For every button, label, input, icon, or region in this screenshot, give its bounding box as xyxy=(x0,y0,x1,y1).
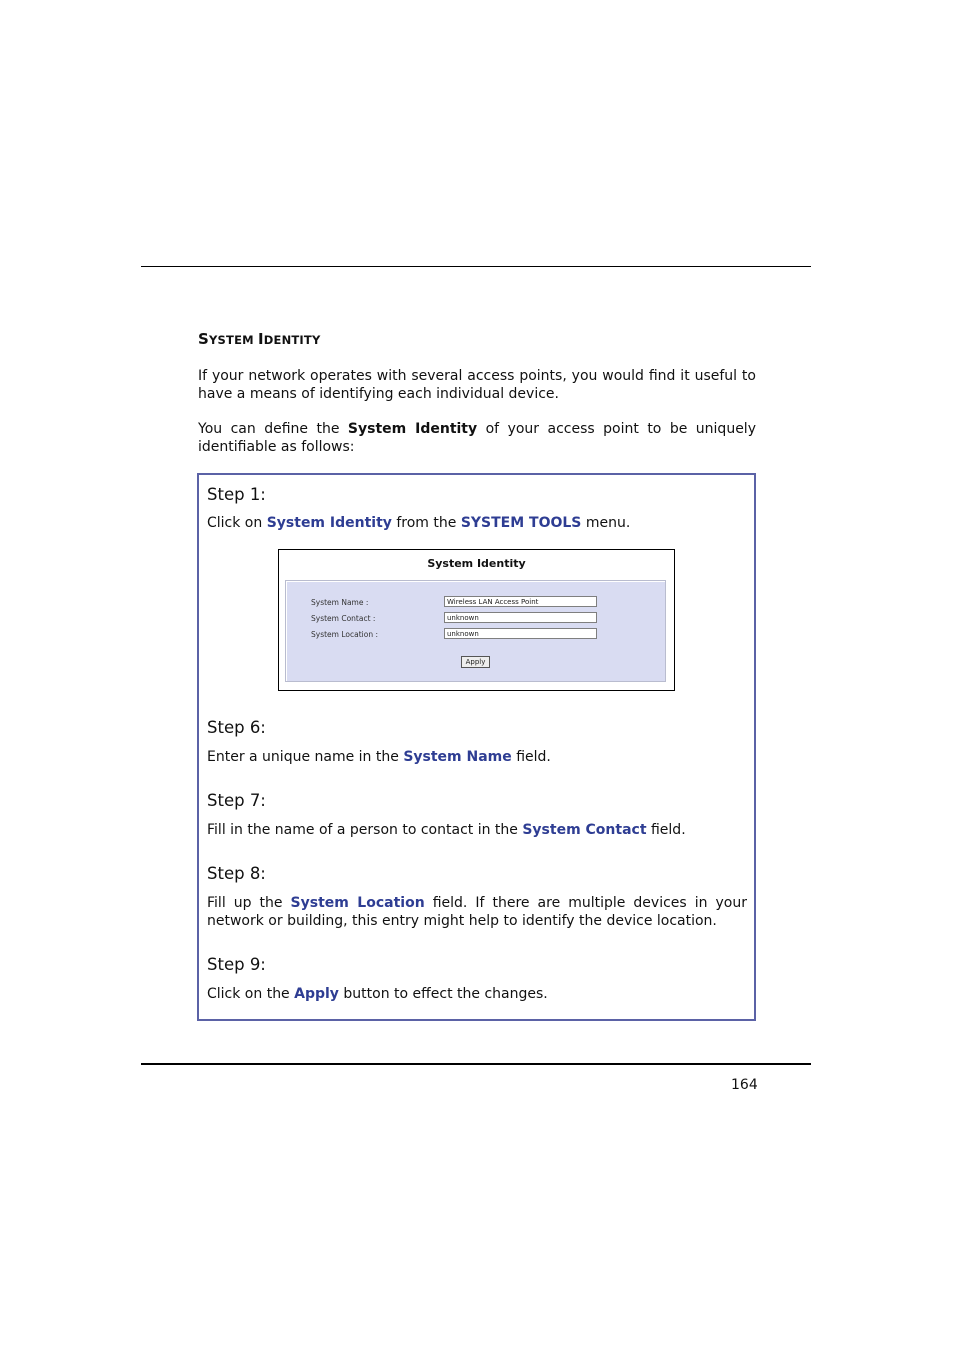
intro-p2-before: You can define the xyxy=(198,421,348,437)
footer-rule xyxy=(141,1063,811,1065)
title-cap-s: S xyxy=(198,330,210,348)
intro-paragraph-1: If your network operates with several access points, you would find it useful to have a means of identifying each individual device. xyxy=(198,368,756,402)
intro-paragraph-2 xyxy=(198,420,756,456)
step-9-heading: Step 9: xyxy=(207,955,266,974)
step-6-highlight-system-name: System Name xyxy=(403,749,512,765)
step-1-heading: Step 1: xyxy=(207,485,266,504)
step-1-text-b: from the xyxy=(391,515,461,531)
step-6-text-a: Enter a unique name in the xyxy=(207,749,404,765)
step-1-text-c: menu. xyxy=(581,515,631,531)
system-contact-input[interactable]: unknown xyxy=(444,612,597,623)
step-7-highlight-system-contact: System Contact xyxy=(522,822,647,838)
title-cap-i: I xyxy=(257,330,264,348)
step-1-text-a: Click on xyxy=(207,515,267,531)
step-9-highlight-apply: Apply xyxy=(294,986,339,1002)
step-6-text xyxy=(207,748,747,766)
step-8-text xyxy=(207,894,747,930)
step-1-highlight-system-tools: SYSTEM TOOLS xyxy=(460,515,582,531)
step-6-text-b: field. xyxy=(511,749,551,765)
section-title xyxy=(198,330,321,348)
step-8-text-a: Fill up the xyxy=(207,895,291,911)
intro-p2-bold: System Identity xyxy=(347,421,478,437)
page-number: 164 xyxy=(731,1077,758,1093)
step-1-highlight-system-identity: System Identity xyxy=(266,515,392,531)
steps-box xyxy=(197,473,756,1021)
title-rest-identity: DENTITY xyxy=(263,333,321,347)
system-location-input[interactable]: unknown xyxy=(444,628,597,639)
title-rest-system: YSTEM xyxy=(209,333,258,347)
step-7-heading: Step 7: xyxy=(207,791,266,810)
system-contact-label: System Contact : xyxy=(311,614,376,623)
step-7-text-b: field. xyxy=(646,822,686,838)
system-identity-screenshot xyxy=(278,549,675,691)
step-7-text xyxy=(207,821,747,839)
apply-button[interactable]: Apply xyxy=(461,656,490,668)
step-8-highlight-system-location: System Location xyxy=(290,895,425,911)
step-9-text xyxy=(207,985,747,1003)
step-9-text-b: button to effect the changes. xyxy=(338,986,548,1002)
system-location-label: System Location : xyxy=(311,630,378,639)
step-6-heading: Step 6: xyxy=(207,718,266,737)
intro-p2-after: of your access point to be uniquely identifiable as follows: xyxy=(198,421,756,455)
step-8-text-b: field. If there are multiple devices in your network or building, this entry might help to identify the device location. xyxy=(207,895,747,929)
step-7-text-a: Fill in the name of a person to contact in the xyxy=(207,822,523,838)
screenshot-form-panel xyxy=(285,580,666,682)
screenshot-title: System Identity xyxy=(427,557,526,570)
header-rule xyxy=(141,266,811,267)
system-name-input[interactable]: Wireless LAN Access Point xyxy=(444,596,597,607)
system-name-label: System Name : xyxy=(311,598,369,607)
step-8-heading: Step 8: xyxy=(207,864,266,883)
step-1-text xyxy=(207,514,747,532)
step-9-text-a: Click on the xyxy=(207,986,295,1002)
